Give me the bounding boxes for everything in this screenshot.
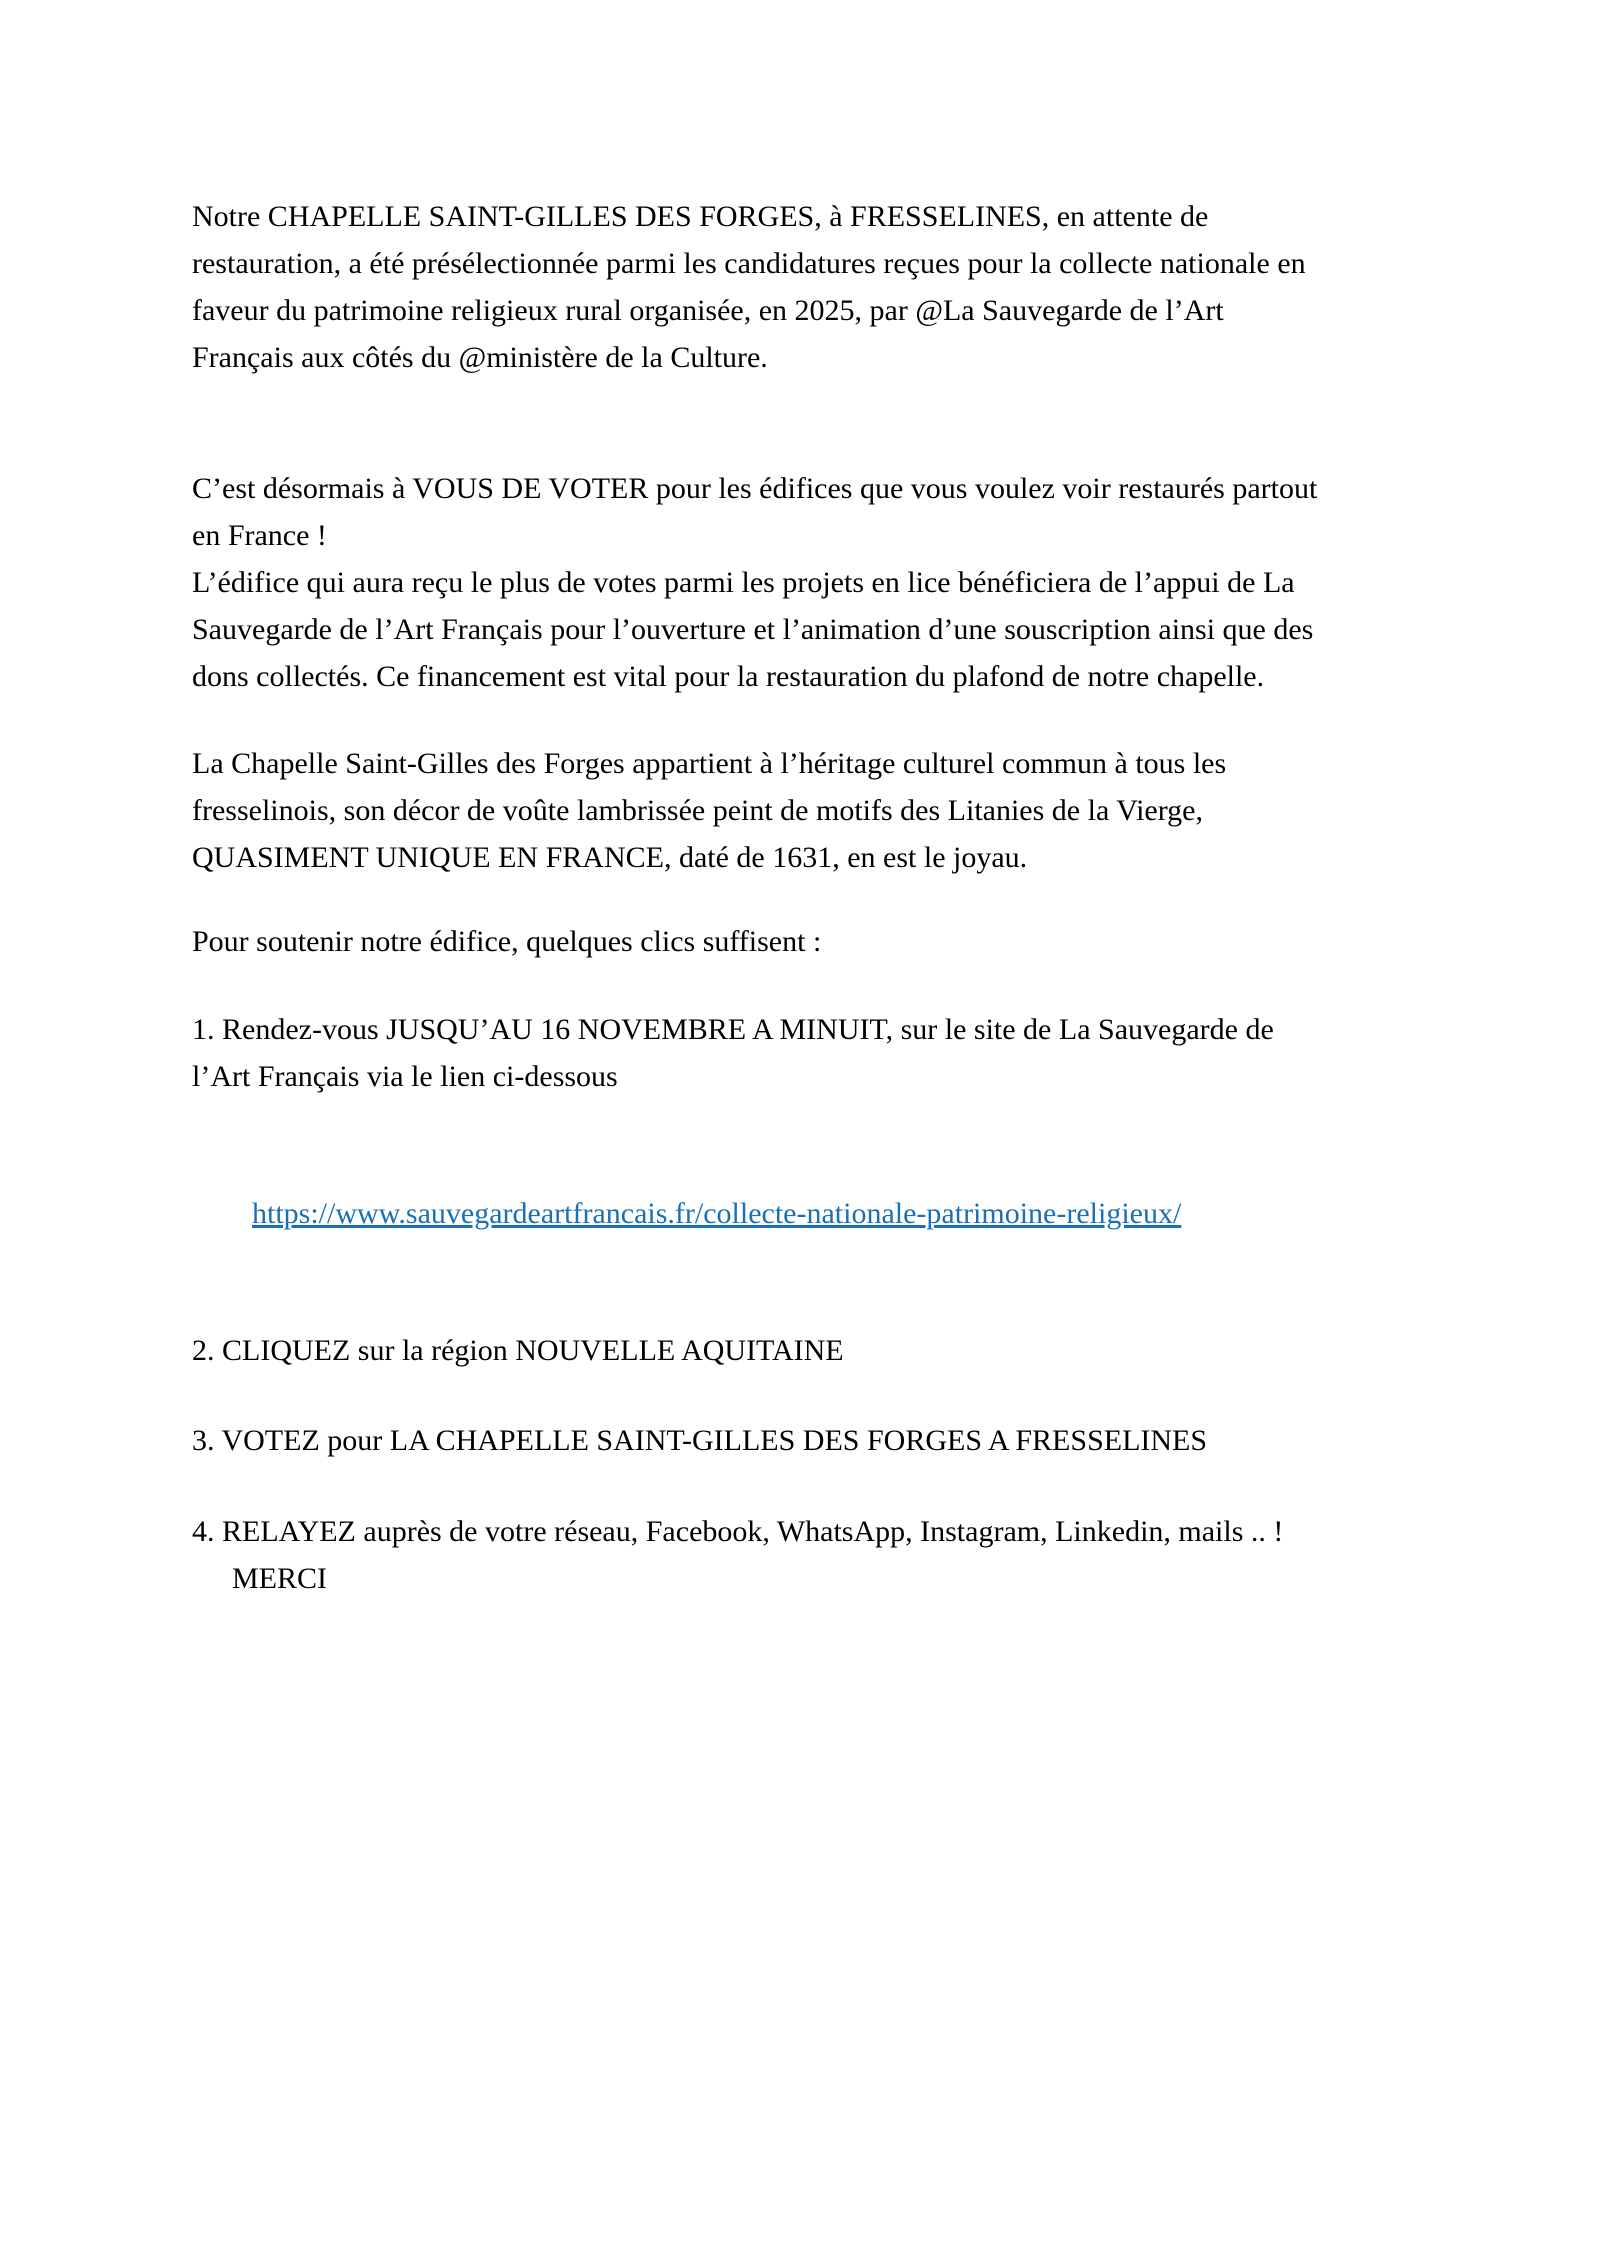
paragraph-step2 <box>192 1327 1452 1374</box>
collecte-nationale-link[interactable]: https://www.sauvegardeartfrancais.fr/collecte-nationale-patrimoine-religieux/ <box>252 1197 1182 1230</box>
paragraph-vote-call <box>192 465 1452 559</box>
text-line: La Chapelle Saint-Gilles des Forges appartient à l’héritage culturel commun à tous les <box>192 747 1227 780</box>
text-line: faveur du patrimoine religieux rural organisée, en 2025, par @La Sauvegarde de l’Art <box>192 294 1224 327</box>
text-line: 2. CLIQUEZ sur la région NOUVELLE AQUITAINE <box>192 1334 844 1367</box>
text-line: C’est désormais à VOUS DE VOTER pour les édifices que vous voulez voir restaurés partout <box>192 472 1318 505</box>
text-line: QUASIMENT UNIQUE EN FRANCE, daté de 1631, en est le joyau. <box>192 841 1028 874</box>
text-line: Pour soutenir notre édifice, quelques clics suffisent : <box>192 925 822 958</box>
paragraph-step3 <box>192 1417 1452 1464</box>
paragraph-edifice-info <box>192 559 1452 700</box>
text-line: en France ! <box>192 519 327 552</box>
text-line: L’édifice qui aura reçu le plus de votes parmi les projets en lice bénéficiera de l’appui de La <box>192 566 1295 599</box>
paragraph-link <box>192 1143 1452 1284</box>
paragraph-intro <box>192 193 1452 381</box>
text-line: restauration, a été présélectionnée parmi les candidatures reçues pour la collecte nationale en <box>192 247 1306 280</box>
text-line: Français aux côtés du @ministère de la Culture. <box>192 341 768 374</box>
text-line: Notre CHAPELLE SAINT-GILLES DES FORGES, à FRESSELINES, en attente de <box>192 200 1209 233</box>
paragraph-support-intro <box>192 918 1452 965</box>
text-line: fresselinois, son décor de voûte lambrissée peint de motifs des Litanies de la Vierge, <box>192 794 1203 827</box>
paragraph-step4 <box>192 1508 1452 1602</box>
text-line-merci: MERCI <box>232 1562 328 1595</box>
paragraph-heritage <box>192 740 1452 881</box>
text-line: 4. RELAYEZ auprès de votre réseau, Facebook, WhatsApp, Instagram, Linkedin, mails .. ! <box>192 1515 1284 1548</box>
text-line: l’Art Français via le lien ci-dessous <box>192 1060 618 1093</box>
document-content <box>192 193 1452 1602</box>
text-line: 1. Rendez-vous JUSQU’AU 16 NOVEMBRE A MINUIT, sur le site de La Sauvegarde de <box>192 1013 1274 1046</box>
paragraph-step1 <box>192 1006 1452 1100</box>
text-line: dons collectés. Ce financement est vital pour la restauration du plafond de notre chapelle. <box>192 660 1265 693</box>
text-line: Sauvegarde de l’Art Français pour l’ouverture et l’animation d’une souscription ainsi que des <box>192 613 1314 646</box>
text-line: 3. VOTEZ pour LA CHAPELLE SAINT-GILLES DES FORGES A FRESSELINES <box>192 1424 1208 1457</box>
